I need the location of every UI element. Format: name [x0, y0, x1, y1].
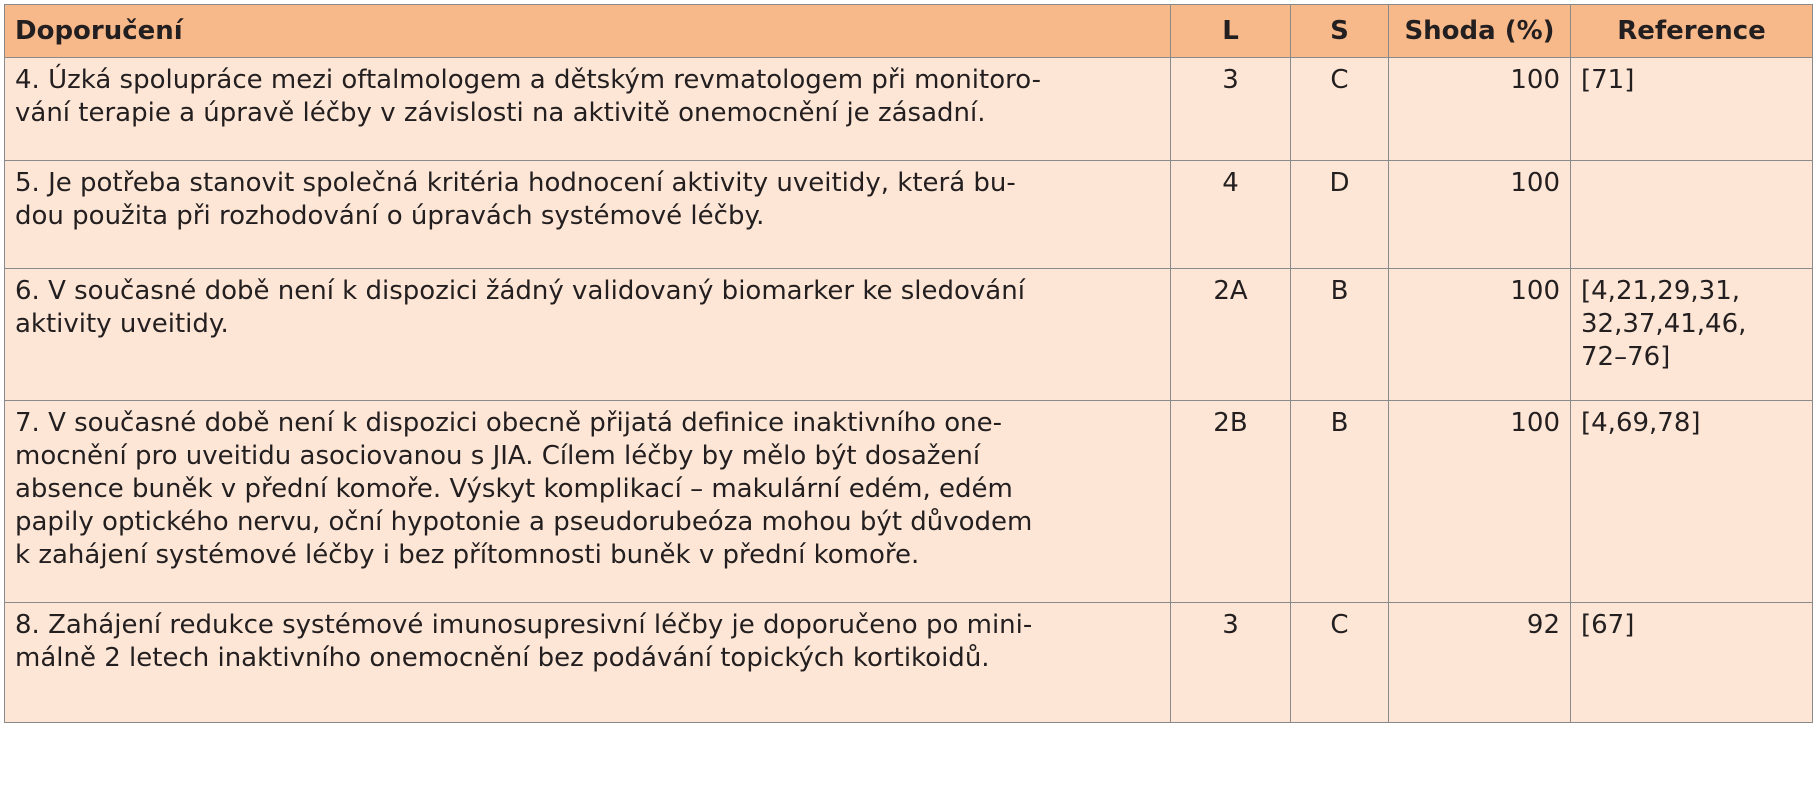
header-row — [5, 5, 1813, 58]
cell-reference: [4,69,78] — [1571, 401, 1813, 603]
cell-level: 3 — [1171, 603, 1291, 723]
cell-recommendation: 6. V současné době není k dispozici žádný validovaný biomarker ke sledování aktivity uveitidy. — [5, 269, 1171, 401]
header-s: S — [1291, 5, 1389, 58]
cell-reference — [1571, 161, 1813, 269]
cell-recommendation: 4. Úzká spolupráce mezi oftalmologem a dětským revmatologem při monitoro- vání terapie a úpravě léčby v závislosti na aktivitě onemocnění je zásadní. — [5, 58, 1171, 161]
header-l: L — [1171, 5, 1291, 58]
table-header — [5, 5, 1813, 58]
cell-level: 3 — [1171, 58, 1291, 161]
table-row — [5, 161, 1813, 269]
cell-level: 4 — [1171, 161, 1291, 269]
table-row — [5, 58, 1813, 161]
cell-strength: D — [1291, 161, 1389, 269]
cell-recommendation: 7. V současné době není k dispozici obecně přijatá definice inaktivního one- mocnění pro uveitidu asociovanou s JIA. Cílem léčby by mělo být dosažení absence buněk v přední komoře. Výskyt komplikací – makulární edém, edém papily optického nervu, oční hypotonie a pseudorubeóza mohou být důvodem k zahájení systémové léčby i bez přítomnosti buněk v přední komoře. — [5, 401, 1171, 603]
cell-agreement: 100 — [1389, 401, 1571, 603]
header-shoda: Shoda (%) — [1389, 5, 1571, 58]
cell-strength: C — [1291, 603, 1389, 723]
table-row — [5, 401, 1813, 603]
header-doporuceni: Doporučení — [5, 5, 1171, 58]
cell-strength: B — [1291, 269, 1389, 401]
cell-level: 2B — [1171, 401, 1291, 603]
cell-recommendation: 5. Je potřeba stanovit společná kritéria hodnocení aktivity uveitidy, která bu- dou použita při rozhodování o úpravách systémové léčby. — [5, 161, 1171, 269]
table-row — [5, 603, 1813, 723]
table-row — [5, 269, 1813, 401]
cell-agreement: 100 — [1389, 161, 1571, 269]
cell-strength: C — [1291, 58, 1389, 161]
cell-agreement: 92 — [1389, 603, 1571, 723]
cell-strength: B — [1291, 401, 1389, 603]
cell-reference: [67] — [1571, 603, 1813, 723]
cell-agreement: 100 — [1389, 58, 1571, 161]
cell-reference: [71] — [1571, 58, 1813, 161]
recommendations-table — [4, 4, 1813, 723]
cell-agreement: 100 — [1389, 269, 1571, 401]
cell-reference: [4,21,29,31, 32,37,41,46, 72–76] — [1571, 269, 1813, 401]
header-reference: Reference — [1571, 5, 1813, 58]
cell-level: 2A — [1171, 269, 1291, 401]
cell-recommendation: 8. Zahájení redukce systémové imunosupresivní léčby je doporučeno po mini- málně 2 letech inaktivního onemocnění bez podávání topických kortikoidů. — [5, 603, 1171, 723]
table-body — [5, 58, 1813, 723]
